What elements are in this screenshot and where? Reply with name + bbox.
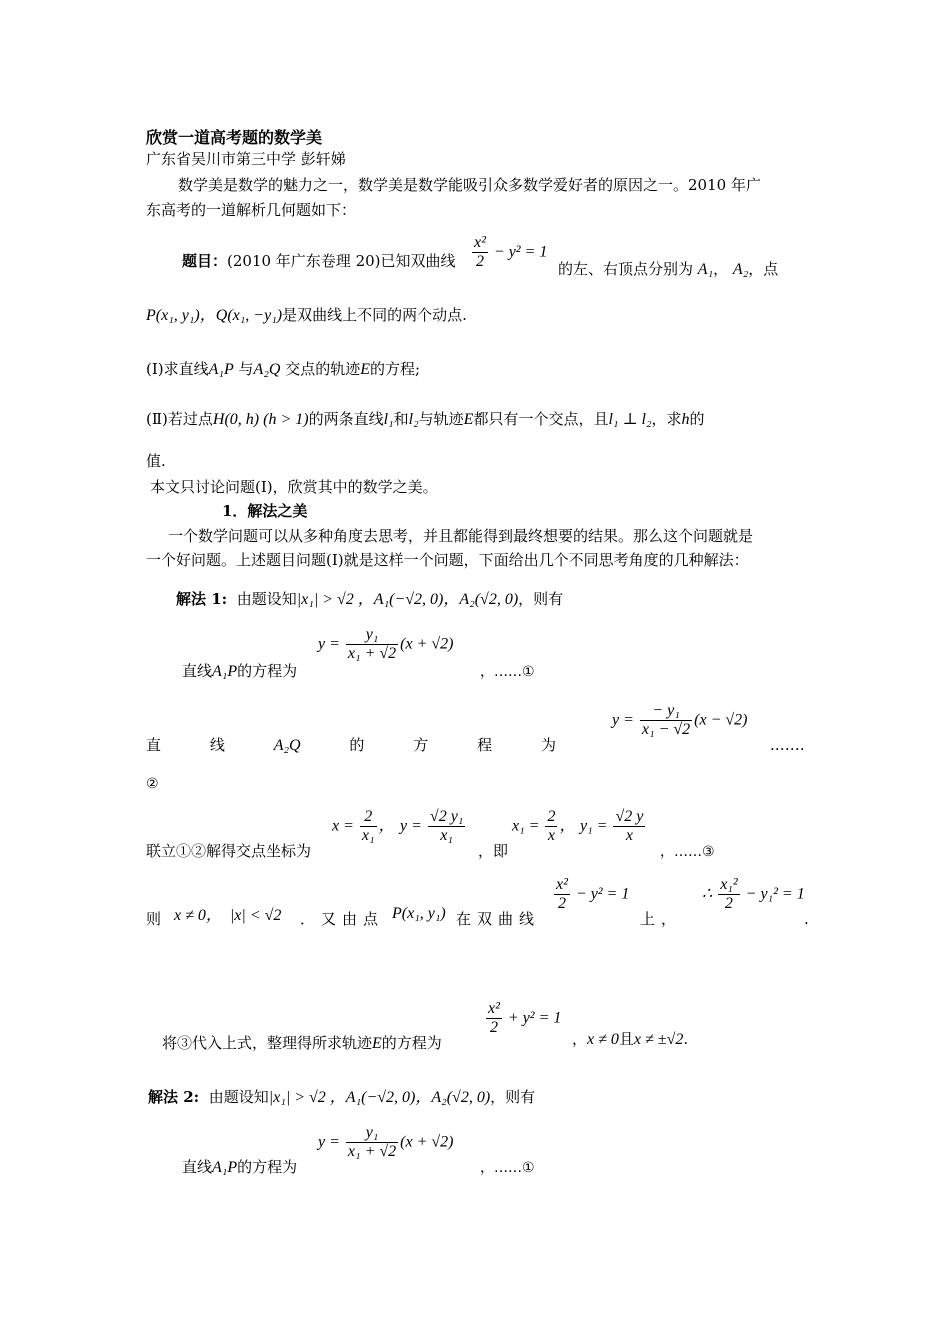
solution-1-ie: ，即 [478,842,509,860]
marker-2: ② [146,776,159,792]
problem-text-1: (2010 年广东卷理 20)已知双曲线 [227,252,456,270]
constraint-x: x ≠ 0， |x| < √2 [174,907,282,924]
solution-1-header: 解法 1: 由题设知|x₁| > √2 ，A₁(−√2, 0)，A₂(√2, 0)，则有 [176,590,564,608]
intersection-y: y = $\frac{\text{√2 y₁}}{\text{x₁}}$ [400,808,464,845]
solution-1-sub: 将③代入上式，整理得所求轨迹E的方程为 [162,1034,442,1052]
solution-2-line-a: 直线A₁P的方程为 [182,1158,298,1176]
intro-line-2: 东高考的一道解析几何题如下： [146,201,357,219]
section-1-heading: 1．解法之美 [222,502,308,520]
problem-label: 题目： [182,252,228,270]
marker-1: ，……① [480,664,535,680]
solution-1-upper: 上， [640,910,683,928]
page-title: 欣赏一道高考题的数学美 [146,128,323,147]
problem-part-1: (Ⅰ)求直线A₁P 与A₂Q 交点的轨迹E的方程; [146,360,421,378]
vertex-a1: A₁ [697,261,714,278]
solution-1-sub-tail: ，x ≠ 0且x ≠ ±√2. [572,1030,689,1048]
point-p-again: P(x₁, y₁) [392,905,446,922]
period-1: . [804,910,809,928]
solution-1-also: ．又由点 [300,910,385,928]
solution-1-line-b: 直 线 A₂Q 的 方 程 为 [146,736,556,754]
marker-3: ，……③ [660,844,715,860]
equation-a1p: y = $\frac{\text{y₁}}{\text{x₁ + √2}}$ (x + √2) [318,626,454,663]
marker-1-sol2: ，……① [480,1160,535,1176]
intro-line-1: 数学美是数学的魅力之一，数学美是数学能吸引众多数学爱好者的原因之一。2010 年广 [178,176,761,194]
hyperbola-equation: $\frac{\text{x²}}{2}$ − y² = 1 [474,234,548,271]
problem-part-2: (Ⅱ)若过点H(0, h) (h > 1)的两条直线l₁和l₂与轨迹E都只有一个交点，且l₁ ⊥ l₂，求h的 [146,410,705,428]
problem-line-1 [182,252,456,270]
author-line: 广东省吴川市第三中学 彭轩娣 [146,150,346,168]
solution-1-constraints: 则 [146,910,168,928]
problem-line-2: P(x₁, y₁)，Q(x₁, −y₁)是双曲线上不同的两个动点. [146,306,467,324]
problem-line-1-b: 的左、右顶点分别为 A₁， A₂，点 [558,260,779,278]
locus-equation: $\frac{\text{x²}}{2}$ + y² = 1 [488,1000,562,1037]
para-line-2: 一个好问题。上述题目问题(Ⅰ)就是这样一个问题，下面给出几个不同思考角度的几种解法： [146,551,749,569]
problem-part-2-end: 值. [146,452,166,470]
scope-line: 本文只讨论问题(Ⅰ)，欣赏其中的数学之美。 [150,478,438,496]
intersection-x: x = $\frac{2}{\text{x₁}}$ ， [332,808,395,845]
solution-1-solve: 联立①②解得交点坐标为 [146,842,312,860]
solution-1-on: 在双曲线 [456,910,541,928]
hyperbola-point: ∴ $\frac{\text{x₁²}}{2}$ − y₁² = 1 [702,876,805,913]
equation-a1p-2: y = $\frac{\text{y₁}}{\text{x₁ + √2}}$ (x + √2) [318,1124,454,1161]
marker-2-tail: .…… [770,736,805,754]
solution-2-header: 解法 2: 由题设知|x₁| > √2 ，A₁(−√2, 0)，A₂(√2, 0)，则有 [148,1088,536,1106]
equation-a2q: y = $\frac{\text{− y₁}}{\text{x₁ − √2}}$ (x − √2) [612,702,748,739]
inverse-x1: x₁ = $\frac{2}{x}$ ， [512,808,576,845]
vertex-a2: A₂ [732,261,749,278]
hyperbola-again: $\frac{\text{x²}}{2}$ − y² = 1 [556,876,630,913]
solution-1-line-a: 直线A₁P的方程为 [182,662,298,680]
inverse-y1: y₁ = $\frac{√2 y}{x}$ [580,808,644,845]
para-line-1: 一个数学问题可以从多种角度去思考，并且都能得到最终想要的结果。那么这个问题就是 [168,527,754,545]
point-p-q: P(x₁, y₁)，Q(x₁, −y₁) [146,307,283,324]
